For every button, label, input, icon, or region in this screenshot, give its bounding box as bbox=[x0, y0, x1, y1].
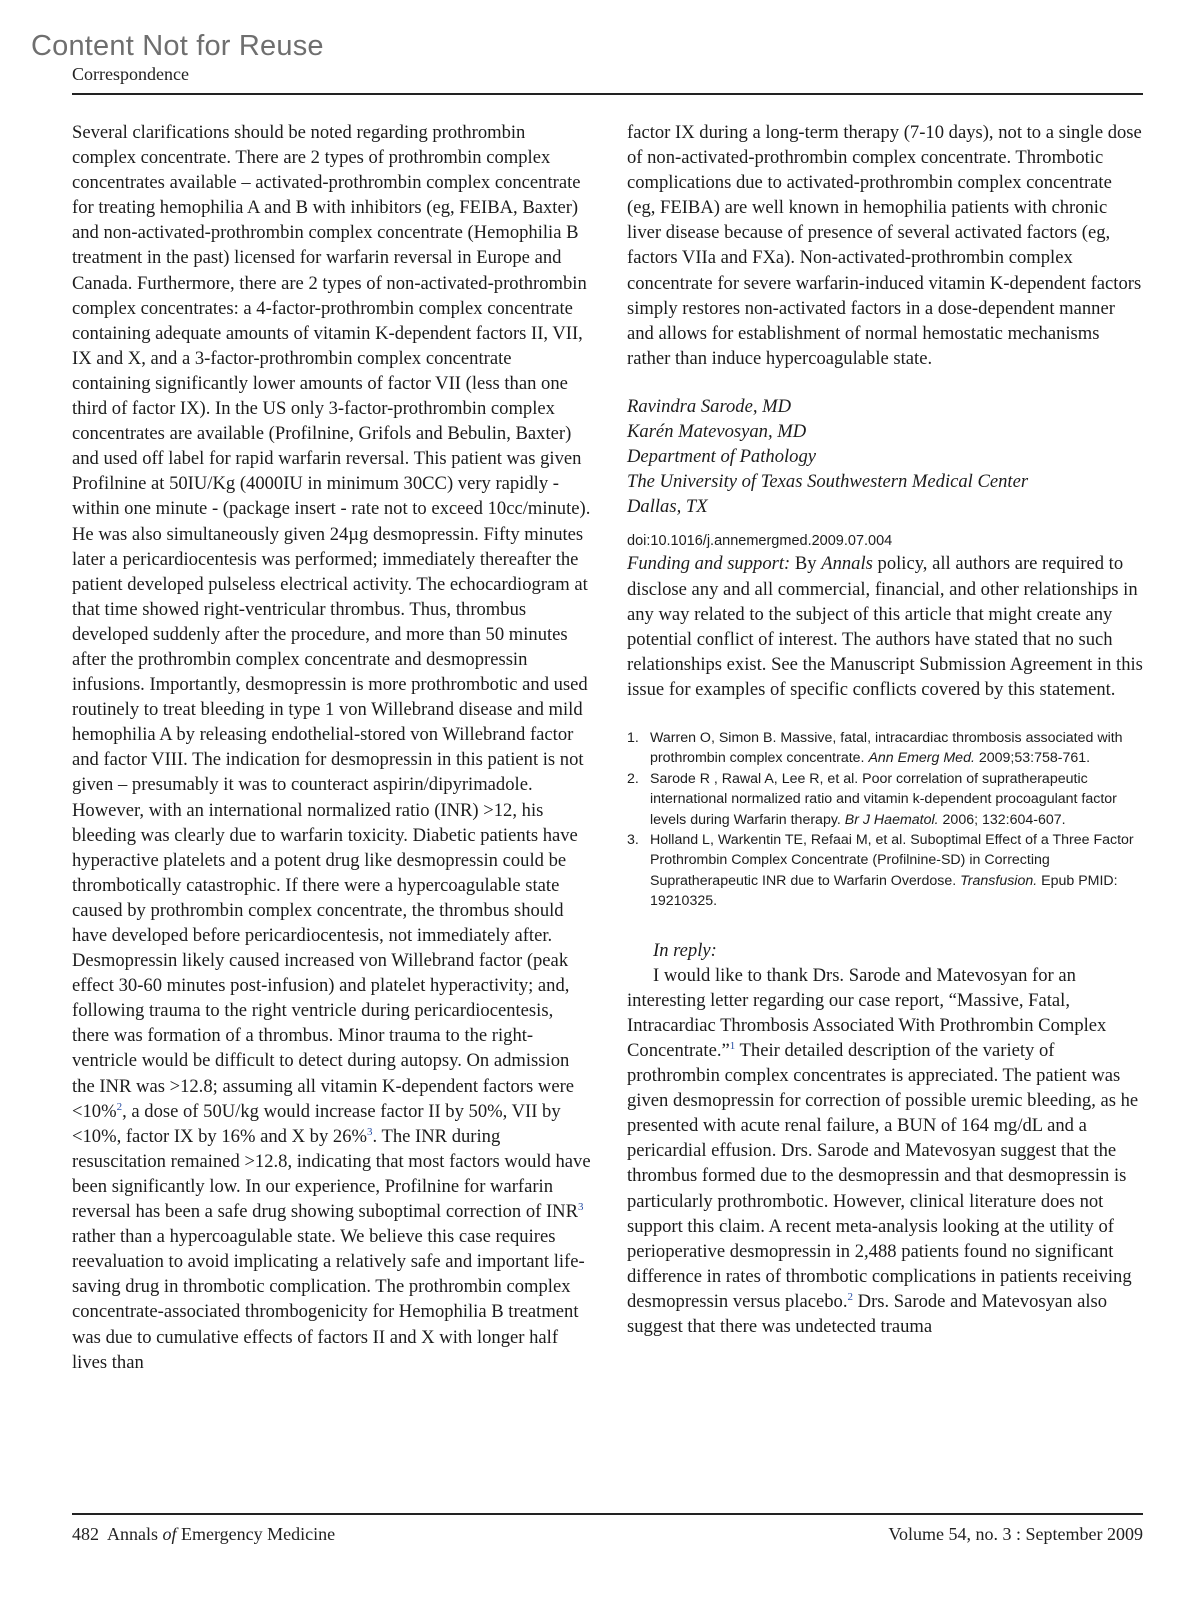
reference-list bbox=[627, 728, 1143, 912]
reference-number: 3. bbox=[627, 832, 639, 848]
citation-link[interactable]: 2 bbox=[116, 1100, 123, 1113]
author-name: Ravindra Sarode, MD bbox=[627, 395, 792, 417]
reference-text bbox=[650, 830, 1143, 912]
reply-heading: In reply: bbox=[653, 939, 717, 961]
author-department: Department of Pathology bbox=[627, 446, 817, 468]
reference-citation: Sarode R , Rawal A, Lee R, et al. Poor correlation of supratherapeutic international normalized ratio and vitamin k-dependent procoagulant factor levels during Warfarin therapy. bbox=[650, 770, 1117, 828]
journal-title-of: of bbox=[162, 1524, 177, 1544]
author-name: Karén Matevosyan, MD bbox=[627, 421, 807, 443]
body-text: , a dose of 50U/kg would increase factor II by 50%, VII by <10%, factor IX by 16% and X by 26% bbox=[72, 1100, 561, 1147]
funding-text: By bbox=[790, 553, 822, 575]
citation-link[interactable]: 3 bbox=[578, 1200, 584, 1213]
journal-name: Annals bbox=[821, 553, 873, 575]
reference-journal: Transfusion. bbox=[960, 872, 1038, 889]
reference-text bbox=[650, 728, 1143, 769]
left-column bbox=[72, 120, 592, 1375]
footer-journal bbox=[72, 1524, 335, 1545]
author-location: Dallas, TX bbox=[627, 496, 708, 518]
body-paragraph: factor IX during a long-term therapy (7-10 days), not to a single dose of non-activated-prothrombin complex concentrate. Thrombotic complications due to activated-prothrombin complex concentrate (eg, FEIBA) are well known in hemophilia patients with chronic liver disease because of presence of several activated factors (eg, factors VIIa and FXa). Non-activated-prothrombin complex concentrate for severe warfarin-induced vitamin K-dependent factors simply restores non-activated factors in a dose-dependent manner and allows for establishment of normal hemostatic mechanisms rather than induce hypercoagulable state. bbox=[627, 122, 1142, 369]
reference-text bbox=[650, 769, 1143, 830]
reference-journal: Ann Emerg Med. bbox=[868, 750, 975, 767]
header-rule bbox=[72, 93, 1143, 95]
reference-details: Epub PMID: 19210325. bbox=[650, 872, 1118, 910]
body-text: Several clarifications should be noted regarding prothrombin complex concentrate. There are 2 types of prothrombin complex concentrates available – activated-prothrombin complex concentrate for treating hemophilia A and B with inhibitors (eg, FEIBA, Baxter) and non-activated-prothrombin complex concentrate (Hemophilia B treatment in the past) licensed for warfarin reversal in Europe and Canada. Furthermore, there are 2 types of non-activated-prothrombin complex concentrates: a 4-factor-prothrombin complex concentrate containing adequate amounts of vitamin K-dependent factors II, VII, IX and X, and a 3-factor-prothrombin complex concentrate containing significantly lower amounts of factor VII (less than one third of factor IX). In the US only 3-factor-prothrombin complex concentrates are available (Profilnine, Grifols and Bebulin, Baxter) and used off label for rapid warfarin reversal. This patient was given Profilnine at 50IU/Kg (4000IU in minimum 30CC) very rapidly - within one minute - (package insert - rate not to exceed 10cc/minute). He was also simultaneously given 24µg desmopressin. Fifty minutes later a pericardiocentesis was performed; immediately thereafter the patient developed pulseless electrical activity. The echocardiogram at that time showed right-ventricular thrombus. Thus, thrombus developed suddenly after the procedure, and more than 50 minutes after the prothrombin complex concentrate and desmopressin infusions. Importantly, desmopressin is more prothrombotic and used routinely to treat bleeding in type 1 von Willebrand disease and mild hemophilia A by releasing endothelial-stored von Willebrand factor and factor VIII. The indication for desmopressin in this patient is not given – presumably it was to counteract aspirin/dipyrimadole. However, with an international normalized ratio (INR) >12, his bleeding was clearly due to warfarin toxicity. Diabetic patients have hyperactive platelets and a potent drug like desmopressin could be thrombotically catastrophic. If there were a hypercoagulable state caused by prothrombin complex concentrate, the thrombus should have developed before pericardiocentesis, not immediately after. Desmopressin likely caused increased von Willebrand factor (peak effect 30-60 minutes post-infusion) and platelet hyperactivity; and, following trauma to the right ventricle during pericardiocentesis, there was formation of a thrombus. Minor trauma to the right-ventricle would be difficult to detect during autopsy. On admission the INR was >12.8; assuming all vitamin K-dependent factors were <10% bbox=[72, 122, 591, 1122]
section-label: Correspondence bbox=[72, 64, 189, 84]
reference-details: 2009;53:758-761. bbox=[974, 750, 1091, 767]
funding-statement bbox=[627, 551, 1143, 702]
reference-number: 1. bbox=[627, 729, 639, 746]
reference-citation: Holland L, Warkentin TE, Refaai M, et al. Suboptimal Effect of a Three Factor Prothrombin Complex Concentrate (Profilnine-SD) in Correcting Supratherapeutic INR due to Warfarin Overdose. bbox=[650, 832, 1134, 889]
page-number: 482 bbox=[72, 1524, 99, 1544]
reference-item bbox=[627, 830, 1143, 912]
body-text: Their detailed description of the variety of prothrombin complex concentrates is appreciated. The patient was given desmopressin for correction of possible uremic bleeding, as he presented with acute renal failure, a BUN of 164 mg/dL and a pericardial effusion. Drs. Sarode and Matevosyan suggest that the thrombus formed due to the desmopressin and that desmopressin is particularly prothrombotic. However, clinical literature does not support this claim. A recent meta-analysis looking at the utility of perioperative desmopressin in 2,488 patients found no significant difference in rates of thrombotic complications in patients receiving desmopressin versus placebo. bbox=[627, 1040, 1139, 1312]
citation-link[interactable]: 3 bbox=[367, 1125, 373, 1138]
body-text: rather than a hypercoagulable state. We believe this case requires reevaluation to avoid implicating a relatively safe and important life-saving drug in thrombotic complication. The prothrombin complex concentrate-associated thrombogenicity for Hemophilia B treatment was due to cumulative effects of factors II and X with longer half lives than bbox=[72, 1226, 585, 1373]
footer-rule bbox=[72, 1513, 1143, 1515]
journal-title-post: Emergency Medicine bbox=[181, 1524, 336, 1544]
funding-text: policy, all authors are required to disclose any and all commercial, financial, and other relationships in any way related to the subject of this article that might create any potential conflict of interest. The authors have stated that no such relationships exist. See the Manuscript Submission Agreement in this issue for examples of specific conflicts covered by this statement. bbox=[627, 553, 1143, 700]
citation-link[interactable]: 2 bbox=[847, 1290, 853, 1303]
body-text: I would like to thank Drs. Sarode and Matevosyan for an interesting letter regarding our case report, “Massive, Fatal, Intracardiac Thrombosis Associated With Prothrombin Complex Concentrate.” bbox=[627, 964, 1107, 1061]
reference-details: 2006; 132:604-607. bbox=[938, 811, 1066, 828]
journal-title-pre: Annals bbox=[107, 1524, 159, 1544]
funding-label: Funding and support: bbox=[627, 553, 791, 575]
reply-paragraph bbox=[627, 963, 1143, 1339]
right-column bbox=[627, 120, 1143, 1339]
author-institution: The University of Texas Southwestern Medical Center bbox=[627, 471, 1029, 493]
citation-link[interactable]: 1 bbox=[729, 1039, 736, 1052]
body-paragraph bbox=[72, 120, 592, 1375]
author-signature bbox=[627, 394, 1143, 519]
reference-item bbox=[627, 728, 1143, 769]
reference-citation: Warren O, Simon B. Massive, fatal, intracardiac thrombosis associated with prothrombin complex concentrate. bbox=[650, 729, 1123, 767]
watermark: Content Not for Reuse bbox=[31, 30, 324, 62]
body-text: Drs. Sarode and Matevosyan also suggest that there was undetected trauma bbox=[627, 1290, 1108, 1338]
body-text: . The INR during resuscitation remained >12.8, indicating that most factors would have been significantly low. In our experience, Profilnine for warfarin reversal has been a safe drug showing suboptimal correction of INR bbox=[72, 1125, 591, 1223]
footer-issue: Volume 54, no. 3 : September 2009 bbox=[888, 1524, 1143, 1544]
reference-journal: Br J Haematol. bbox=[844, 811, 939, 828]
reference-item bbox=[627, 769, 1143, 830]
doi-link[interactable]: doi:10.1016/j.annemergmed.2009.07.004 bbox=[627, 533, 893, 550]
reference-number: 2. bbox=[627, 770, 639, 787]
